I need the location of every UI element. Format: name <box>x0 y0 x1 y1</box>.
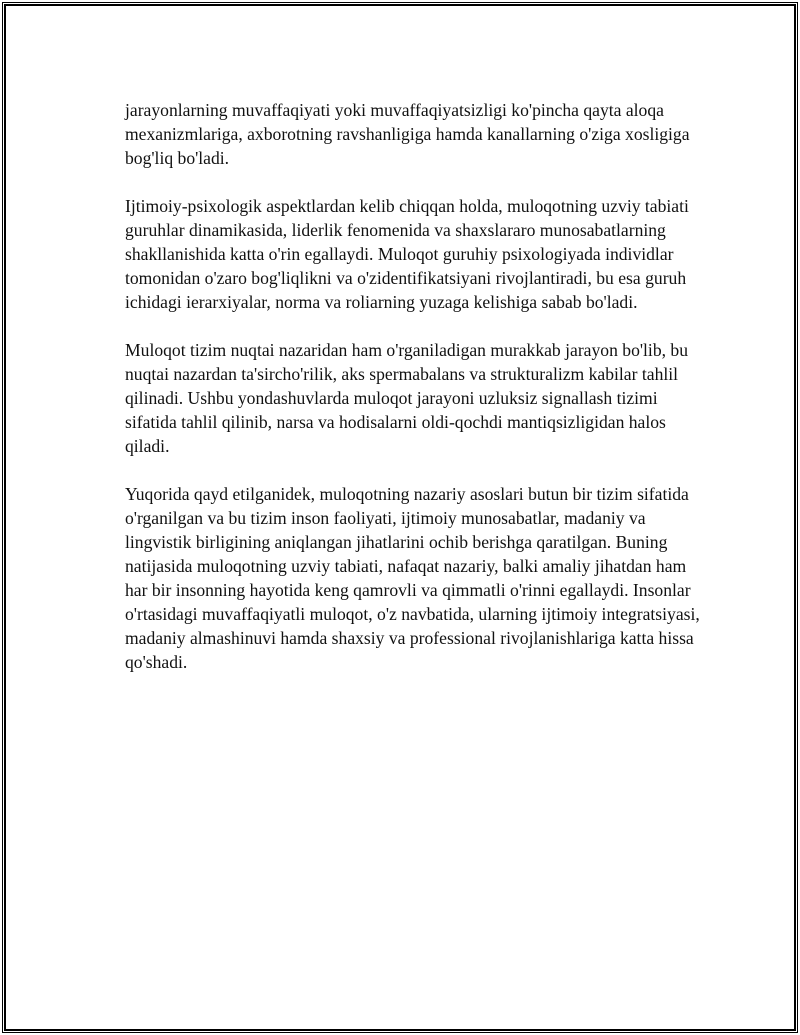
document-body <box>125 98 705 698</box>
paragraph-1: jarayonlarning muvaffaqiyati yoki muvaffaqiyatsizligi ko'pincha qayta aloqa mexanizmlariga, axborotning ravshanligiga hamda kanallarning o'ziga xosligiga bog'liq bo'ladi. <box>125 100 690 168</box>
paragraph-2: Ijtimoiy-psixologik aspektlardan kelib chiqqan holda, muloqotning uzviy tabiati guruhlar dinamikasida, liderlik fenomenida va shaxslararo munosabatlarning shakllanishida katta o'rin egallaydi. Muloqot guruhiy psixologiyada individlar tomonidan o'zaro bog'liqlikni va o'zidentifikatsiyani rivojlantiradi, bu esa guruh ichidagi ierarxiyalar, norma va roliarning yuzaga kelishiga sabab bo'ladi. <box>125 196 689 312</box>
paragraph-4: Yuqorida qayd etilganidek, muloqotning nazariy asoslari butun bir tizim sifatida o'rganilgan va bu tizim inson faoliyati, ijtimoiy munosabatlar, madaniy va lingvistik birligining aniqlangan jihatlarini ochib berishga qaratilgan. Buning natijasida muloqotning uzviy tabiati, nafaqat nazariy, balki amaliy jihatdan ham har bir insonning hayotida keng qamrovli va qimmatli o'rinni egallaydi. Insonlar o'rtasidagi muvaffaqiyatli muloqot, o'z navbatida, ularning ijtimoiy integratsiyasi, madaniy almashinuvi hamda shaxsiy va professional rivojlanishlariga katta hissa qo'shadi. <box>125 484 700 672</box>
page-border <box>4 4 796 1031</box>
paragraph-3: Muloqot tizim nuqtai nazaridan ham o'rganiladigan murakkab jarayon bo'lib, bu nuqtai nazardan ta'sircho'rilik, aks spermabalans va strukturalizm kabilar tahlil qilinadi. Ushbu yondashuvlarda muloqot jarayoni uzluksiz signallash tizimi sifatida tahlil qilinib, narsa va hodisalarni oldi-qochdi mantiqsizligidan halos qiladi. <box>125 340 689 456</box>
